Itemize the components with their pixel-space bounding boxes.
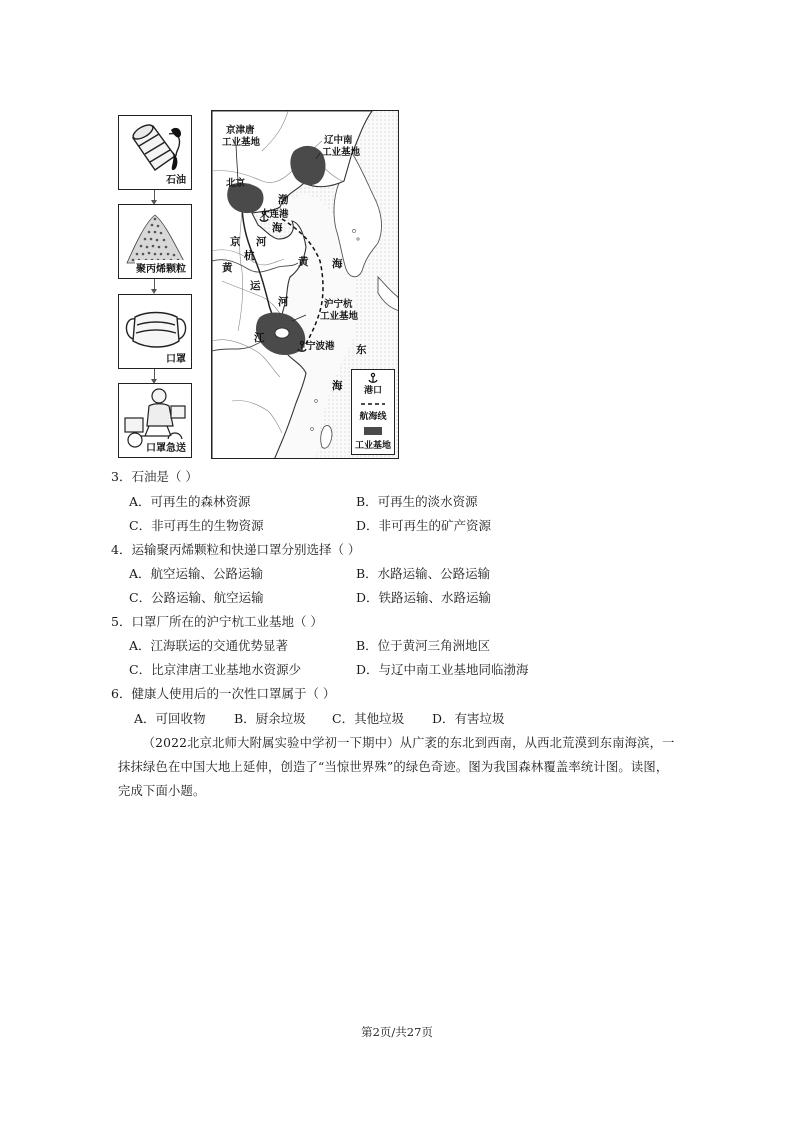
label-huang-sea-1: 黄 [298,256,309,268]
flow-label-mask: 口罩 [165,350,187,365]
flow-label-oil: 石油 [165,171,187,186]
label-beijing: 北京 [226,178,246,189]
label-dalian-port: 大连港 [260,209,289,220]
question-3-option-d[interactable]: D．非可再生的矿产资源 [356,518,492,533]
label-dong: 东 [356,344,367,356]
label-jiang: 江 [254,332,265,344]
flow-arrow-2 [154,279,155,290]
question-3-option-b[interactable]: B．可再生的淡水资源 [356,494,478,509]
question-4-option-a[interactable]: A．航空运输、公路运输 [129,566,264,581]
question-3-stem: 3．石油是（ ） [111,469,198,484]
question-4-option-b[interactable]: B．水路运输、公路运输 [356,566,491,581]
label-bo: 渤 [278,194,289,206]
flow-step-oil [118,115,192,190]
legend-port-label: 港口 [363,386,382,396]
question-6-option-a[interactable]: A．可回收物 [134,711,206,726]
label-ningbo-port: 宁波港 [306,341,335,352]
label-lzn-base-1: 辽中南 [324,135,353,146]
flow-label-delivery: 口罩急送 [145,439,187,454]
flow-arrow-1 [154,190,155,201]
legend-route-label: 航海线 [359,412,387,422]
question-4-stem: 4．运输聚丙烯颗粒和快递口罩分别选择（ ） [111,542,361,557]
label-huang-sea-2: 海 [332,258,343,270]
label-nht-base-1: 沪宁杭 [324,299,353,310]
label-jjt-base-2: 工业基地 [222,137,261,148]
legend-anchor-icon [369,373,377,382]
question-5-stem: 5．口罩厂所在的沪宁杭工业基地（ ） [111,614,323,629]
question-5-option-a[interactable]: A．江海联运的交通优势显著 [129,638,289,653]
label-jing: 京 [230,236,241,248]
question-4-option-d[interactable]: D．铁路运输、水路运输 [356,590,492,605]
label-hang: 杭 [244,250,255,262]
label-huang-river: 黄 [222,262,233,274]
question-5-option-d[interactable]: D．与辽中南工业基地同临渤海 [356,662,529,677]
label-he: 河 [256,236,267,248]
label-jjt-base-1: 京津唐 [226,125,255,136]
industrial-base-map [211,110,399,459]
question-5-option-c[interactable]: C．比京津唐工业基地水资源少 [129,662,302,677]
legend-base-icon [364,427,382,435]
question-6-option-c[interactable]: C．其他垃圾 [332,711,405,726]
flow-label-pellets: 聚丙烯颗粒 [135,260,187,275]
flow-step-delivery [118,383,192,458]
label-lzn-base-2: 工业基地 [322,147,361,158]
question-3-option-a[interactable]: A．可再生的森林资源 [129,494,251,509]
label-hai-bo: 海 [272,222,283,234]
question-6-stem: 6．健康人使用后的一次性口罩属于（ ） [111,686,336,701]
question-6-option-d[interactable]: D．有害垃圾 [432,711,505,726]
page-footer: 第2页/共27页 [361,1025,433,1039]
map-legend [351,369,395,455]
reading-passage: （2022北京北师大附属实验中学初一下期中）从广袤的东北到西南，从西北荒漠到东南海滨，一抹抹绿色在中国大地上延伸，创造了“当惊世界殊”的绿色奇迹。图为我国森林覆盖率统计图。读图，完成下面小题。 [118,736,675,798]
legend-base-label: 工业基地 [354,441,391,451]
question-5-option-b[interactable]: B．位于黄河三角洲地区 [356,638,491,653]
flow-step-pellets [118,204,192,279]
label-he-canal: 河 [278,296,289,308]
flow-step-mask [118,294,192,369]
question-4-option-c[interactable]: C．公路运输、航空运输 [129,590,264,605]
label-nht-base-2: 工业基地 [320,311,359,322]
flow-arrow-3 [154,369,155,380]
question-3-option-c[interactable]: C．非可再生的生物资源 [129,518,264,533]
label-hai-dong: 海 [332,380,343,392]
question-6-option-b[interactable]: B．厨余垃圾 [234,711,306,726]
label-yun: 运 [250,280,261,292]
